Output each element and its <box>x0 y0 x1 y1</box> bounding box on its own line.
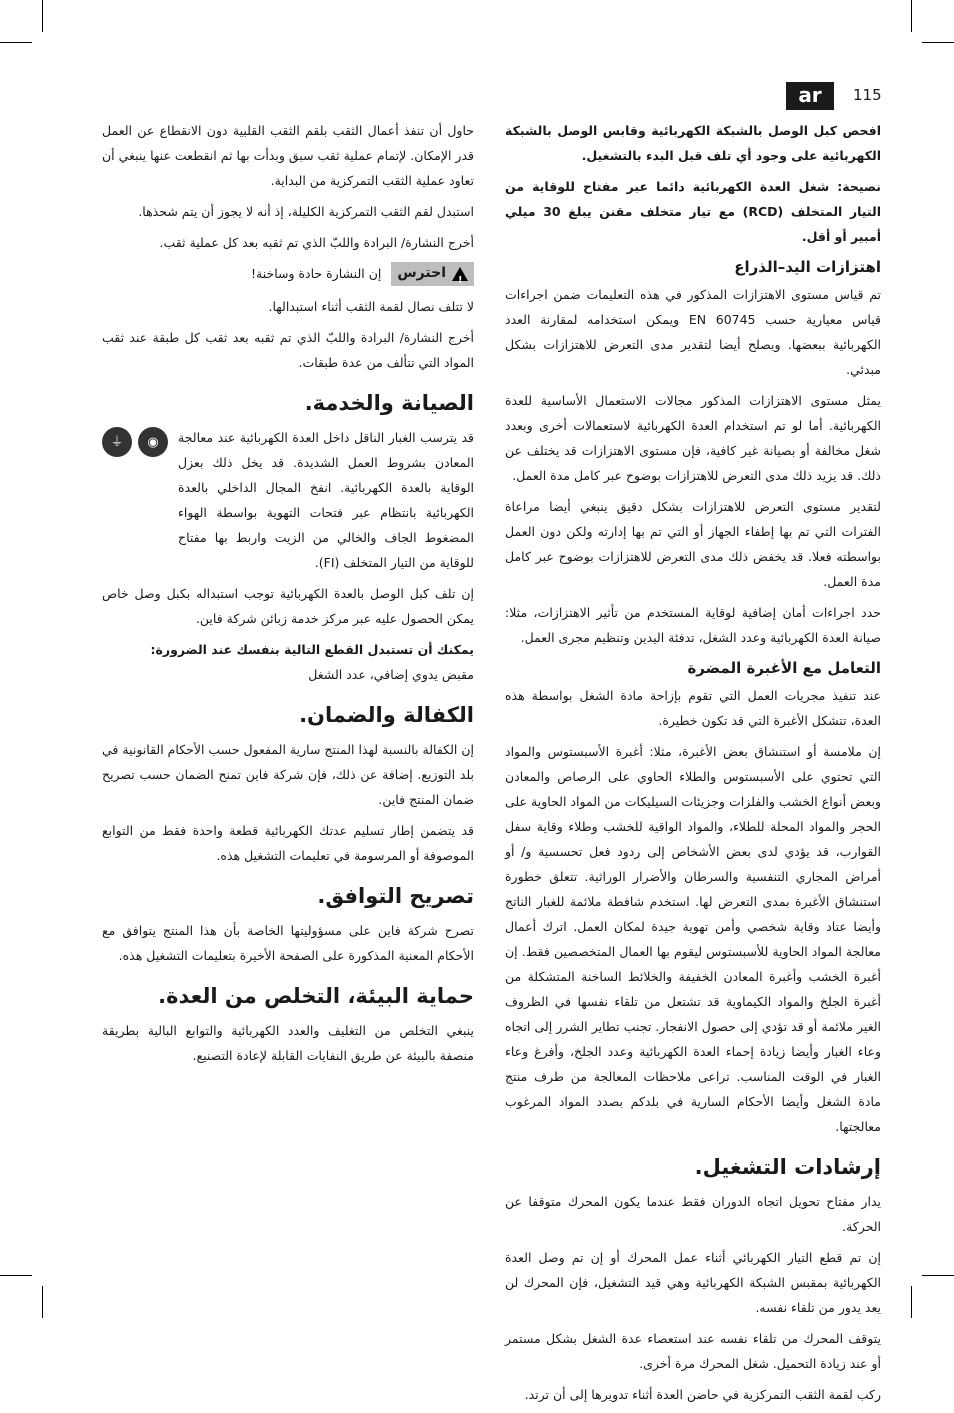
operating-paragraph: ركب لقمة الثقب التمركزية في حاضن العدة أثناء تدويرها إلى أن ترتد. <box>524 1387 881 1402</box>
vibration-paragraph: يمثل مستوى الاهتزازات المذكور مجالات الاستعمال الأساسية للعدة الكهربائية. أما لو تم استخدام العدة الكهربائية لاستعمالات أخرى وبعدد شغل مخالفة أو بصيانة غير كافية، فإن مستوى الاهتزازات قد يختلف عن ذلك. قد يزيد ذلك مدى التعرض للاهتزازات بوضوح عبر كامل مدة العمل. <box>505 393 881 483</box>
crop-mark <box>42 0 43 32</box>
intro-bold-1: افحص كبل الوصل بالشبكة الكهربائية وقابس الوصل بالشبكة الكهربائية على وجود أي تلف قبل البدء بالتشغيل. <box>505 123 881 163</box>
maintenance-paragraph: مقبض يدوي إضافي، عدد الشغل <box>308 667 474 682</box>
crop-mark <box>922 42 954 43</box>
conformity-paragraph: تصرح شركة فاين على مسؤوليتها الخاصة بأن هذا المنتج يتوافق مع الأحكام المعنية المذكورة على الصفحة الأخيرة بتعليمات التشغيل هذه. <box>102 923 474 963</box>
drilling-paragraph: حاول أن تنفذ أعمال الثقب بلقم الثقب القلبية دون الانقطاع عن العمل قدر الإمكان. لإتمام عملية ثقب سبق وبدأت بها ثم انقطعت عنها ينبغي أن تعاود عملية الثقب التمركزية من البداية. <box>102 123 474 188</box>
crop-mark <box>0 42 32 43</box>
maintenance-paragraph: إن تلف كبل الوصل بالعدة الكهربائية توجب استبداله بكبل وصل خاص يمكن الحصول عليه عبر مركز خدمة زبائن شركة فاين. <box>102 586 474 626</box>
caution-notice <box>102 261 474 286</box>
left-column <box>102 118 474 1074</box>
drilling-paragraph: استبدل لقم الثقب التمركزية الكليلة، إذ أنه لا يجوز أن يتم شحذها. <box>138 204 474 219</box>
crop-mark <box>911 0 912 32</box>
warranty-heading: الكفالة والضمان. <box>299 703 474 727</box>
dust-paragraph: عند تنفيذ مجريات العمل التي تقوم بإزاحة مادة الشغل بواسطة هذه العدة، تتشكل الأغبرة التي قد تكون خطيرة. <box>505 688 881 728</box>
operating-paragraph: إن تم قطع التيار الكهربائي أثناء عمل المحرك أو إن تم وصل العدة الكهربائية بمقبس الشبكة الكهربائية وهي قيد التشغيل، فإن المحرك لن يعد يدور من تلقاء نفسه. <box>505 1250 881 1315</box>
crop-mark <box>0 1275 32 1276</box>
intro-bold-2: نصيحة: شغل العدة الكهربائية دائما عبر مفتاح للوقاية من التيار المتخلف (RCD) مع تيار متخلف مقنن يبلغ 30 ميلي أمبير أو أقل. <box>505 179 881 244</box>
drilling-paragraph: أخرج النشارة/ البرادة واللبّ الذي تم ثقبه بعد كل عملية ثقب. <box>159 235 474 250</box>
right-column <box>505 118 881 1413</box>
warranty-paragraph: قد يتضمن إطار تسليم عدتك الكهربائية قطعة واحدة فقط من التوابع الموصوفة أو المرسومة في تعليمات التشغيل هذه. <box>102 823 474 863</box>
operating-paragraph: يتوقف المحرك من تلقاء نفسه عند استعصاء عدة الشغل بشكل مستمر أو عند زيادة التحميل. شغل المحرك مرة أخرى. <box>505 1331 881 1371</box>
crop-mark <box>911 1286 912 1318</box>
maintenance-bold: يمكنك أن تستبدل القطع التالية بنفسك عند الضرورة: <box>150 642 474 657</box>
environment-paragraph: ينبغي التخلص من التغليف والعدد الكهربائية والتوابع البالية بطريقة منصفة بالبيئة عن طريق النفايات القابلة لإعادة التصنيع. <box>102 1023 474 1063</box>
safety-goggles-icon: ◉ <box>138 427 168 457</box>
conformity-heading: تصريح التوافق. <box>317 884 474 908</box>
warning-triangle-icon <box>452 267 468 281</box>
caution-label: احترس <box>397 265 446 281</box>
drilling-paragraph: لا تتلف نصال لقمة الثقب أثناء استبدالها. <box>268 299 474 314</box>
caution-text: إن النشارة حادة وساخنة! <box>251 266 382 281</box>
maintenance-heading: الصيانة والخدمة. <box>304 391 474 415</box>
dust-heading: التعامل مع الأغبرة المضرة <box>687 659 881 677</box>
maintenance-block <box>102 425 474 581</box>
vibration-paragraph: حدد اجراءات أمان إضافية لوقاية المستخدم من تأثير الاهتزازات، مثلا: صيانة العدة الكهربائية وعدد الشغل، تدفئة اليدين وتنظيم مجرى العمل. <box>505 605 881 645</box>
dust-paragraph: إن ملامسة أو استنشاق بعض الأغبرة، مثلا: أغبرة الأسبستوس والمواد التي تحتوي على الأسبستوس والطلاء الحاوي على الرصاص والمعادن وبعض أنواع الخشب والفلزات وجزيئات السيليكات من المواد الحاوية على الحجر والمواد المحلة للطلاء، والمواد الواقية للخشب وطلاء وقاية سفل القوارب، قد يؤدي لدى بعض الأشخاص إلى ردود فعل تحسسية و/ أو أمراض المجاري التنفسية والسرطان والأضرار الوراثية. تتعلق خطورة استنشاق الأغبرة بمدى التعرض لها. استخدم شافطة ملائمة للغبار الناتج وأيضا عتاد وقاية شخصي وأمن تهوية جيدة لمكان العمل. اترك أعمال معالجة المواد الحاوية للأسبستوس ليقوم بها العمال المتخصصين فقط. إن أغبرة الخشب وأغبرة المعادن الخفيفة والخلائط الساخنة المتشكلة من أغبرة الجلخ والمواد الكيماوية قد تشتعل من تلقاء نفسها في الظروف الغير ملائمة أو قد تؤدي إلى حصول الانفجار. تجنب تطاير الشرر إلى اتجاه وعاء الغبار وأيضا زيادة إحماء العدة الكهربائية وعدد الجلخ، وأفرغ وعاء الغبار في الوقت المناسب. تراعى ملاحظات المعالجة من طرف منتج مادة الشغل وأيضا الأحكام السارية في بلدكم بصدد المواد المرغوب معالجتها. <box>505 744 881 1134</box>
page-number: 115 <box>853 86 882 104</box>
language-badge: ar <box>786 82 834 110</box>
crop-mark <box>922 1275 954 1276</box>
crop-mark <box>42 1286 43 1318</box>
drilling-paragraph: أخرج النشارة/ البرادة واللبّ الذي تم ثقبه بعد ثقب كل طبقة عند ثقب المواد التي تتألف من عدة طبقات. <box>102 330 474 370</box>
vibration-paragraph: لتقدير مستوى التعرض للاهتزازات بشكل دقيق ينبغي أيضا مراعاة الفترات التي تم بها إطفاء الجهاز أو التي تم بها إدارته ولكن دون العمل بواسطته فعلا. قد يخفض ذلك مدى التعرض للاهتزازات بوضوح عبر كامل مدة العمل. <box>505 499 881 589</box>
plug-unplug-icon: ⏚ <box>102 427 132 457</box>
vibration-heading: اهتزازات اليد–الذراع <box>734 258 881 276</box>
caution-label-box <box>391 262 474 286</box>
warranty-paragraph: إن الكفالة بالنسبة لهذا المنتج سارية المفعول حسب الأحكام القانونية في بلد التوزيع. إضافة عن ذلك، فإن شركة فاين تمنح الضمان حسب تصريح ضمان المنتج فاين. <box>102 742 474 807</box>
environment-heading: حماية البيئة، التخلص من العدة. <box>158 984 474 1008</box>
maintenance-icons <box>102 427 168 457</box>
vibration-paragraph: تم قياس مستوى الاهتزازات المذكور في هذه التعليمات ضمن اجراءات قياس معيارية حسب EN 60745 ويمكن استخدامه لمقارنة العدد الكهربائية ببعضها. ويصلح أيضا لتقدير مدى التعرض للاهتزازات بشكل مبدئي. <box>505 287 881 377</box>
operating-heading: إرشادات التشغيل. <box>694 1155 881 1179</box>
maintenance-paragraph: قد يترسب الغبار الناقل داخل العدة الكهربائية عند معالجة المعادن بشروط العمل الشديدة. قد يخل ذلك بعزل الوقاية بالعدة الكهربائية. انفخ المجال الداخلي بالعدة الكهربائية بانتظام عبر فتحات التهوية بواسطة الهواء المضغوط الجاف والخالي من الزيت واربط بها مفتاح للوقاية من التيار المتخلف (FI). <box>178 430 474 570</box>
operating-paragraph: يدار مفتاح تحويل اتجاه الدوران فقط عندما يكون المحرك متوقفا عن الحركة. <box>505 1194 881 1234</box>
